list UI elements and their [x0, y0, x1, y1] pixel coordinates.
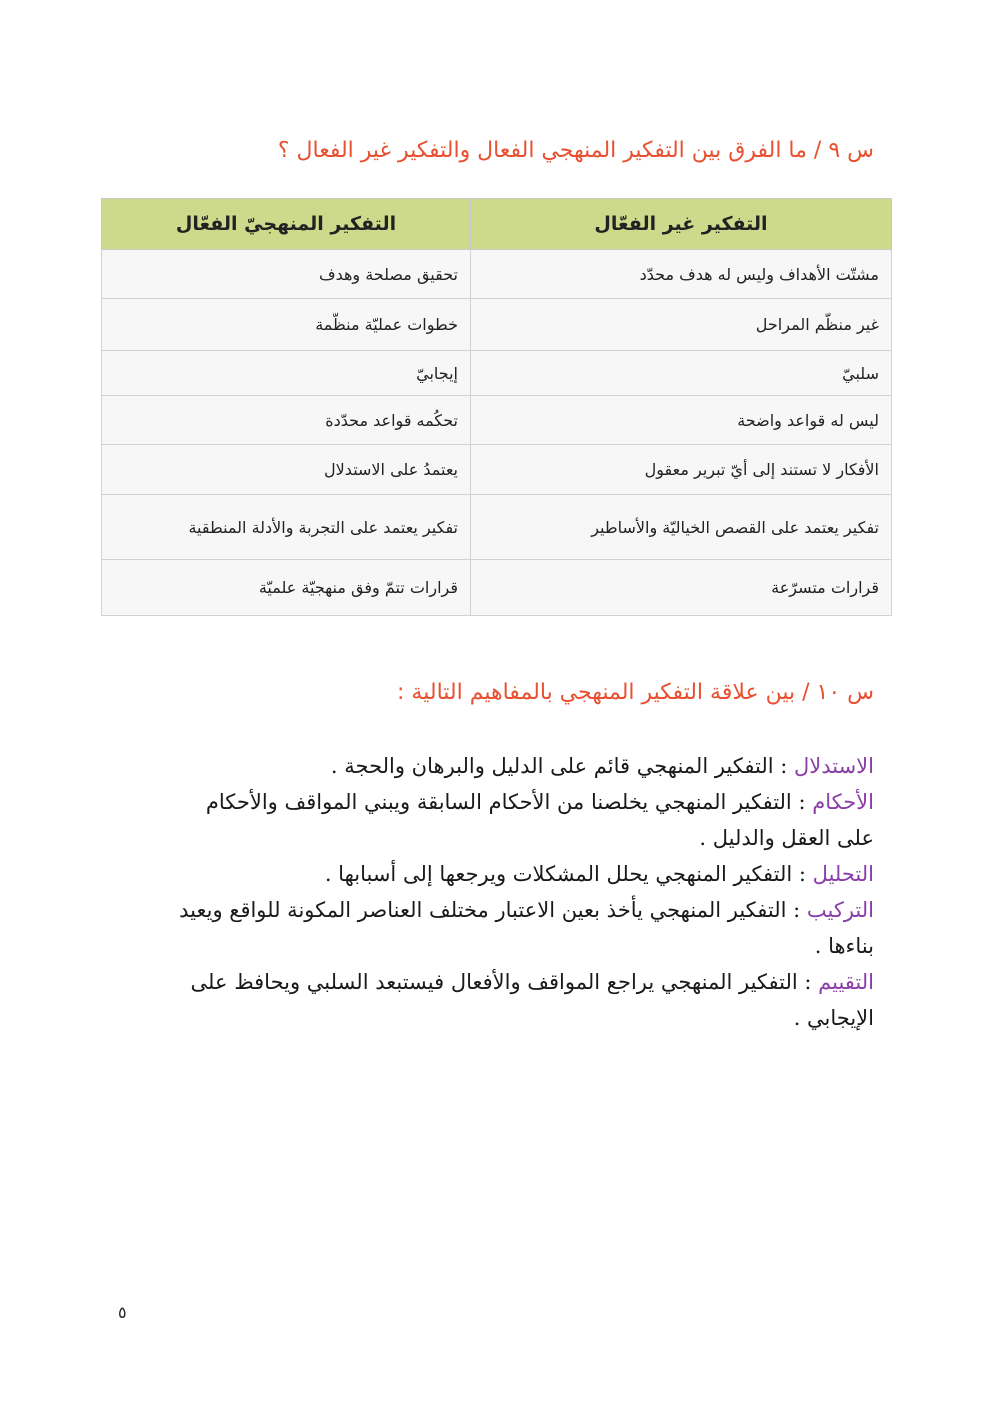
table-row: [102, 299, 892, 351]
table-cell: يعتمدُ على الاستدلال: [102, 445, 471, 495]
table-cell: قرارات متسرّعة: [471, 560, 892, 616]
table-row: [102, 351, 892, 396]
table-cell: تحكُمه قواعد محدّدة: [102, 396, 471, 445]
concept-description: : التفكير المنهجي يخلصنا من الأحكام السابقة ويبني المواقف والأحكام على العقل والدليل .: [205, 790, 874, 850]
concept-description: : التفكير المنهجي يأخذ بعين الاعتبار مختلف العناصر المكونة للواقع ويعيد بناءها .: [179, 898, 874, 958]
comparison-table: [101, 198, 892, 616]
question-10-heading: س ١٠ / بين علاقة التفكير المنهجي بالمفاهيم التالية :: [397, 680, 874, 705]
concept-term: التقييم: [818, 970, 874, 994]
concept-item-evaluation: [174, 964, 874, 1036]
header-ineffective-thinking: التفكير غير الفعّال: [471, 199, 892, 250]
concept-term: الأحكام: [812, 790, 874, 814]
table-cell: قرارات تتمّ وفق منهجيّة علميّة: [102, 560, 471, 616]
table-row: [102, 396, 892, 445]
concept-term: التركيب: [806, 898, 874, 922]
page-number: ٥: [118, 1303, 127, 1322]
table-row: [102, 250, 892, 299]
concept-description: : التفكير المنهجي قائم على الدليل والبرهان والحجة .: [330, 754, 794, 778]
header-effective-methodical-thinking: التفكير المنهجيّ الفعّال: [102, 199, 471, 250]
concept-item-analysis: [174, 856, 874, 892]
table-cell: الأفكار لا تستند إلى أيّ تبرير معقول: [471, 445, 892, 495]
concept-item-inference: [174, 748, 874, 784]
table-row: [102, 495, 892, 560]
concept-item-judgments: [174, 784, 874, 856]
concept-item-synthesis: [174, 892, 874, 964]
concept-term: التحليل: [812, 862, 874, 886]
table-cell: تفكير يعتمد على التجربة والأدلة المنطقية: [102, 495, 471, 560]
table-cell: مشتّت الأهداف وليس له هدف محدّد: [471, 250, 892, 299]
table-cell: غير منظّم المراحل: [471, 299, 892, 351]
table-row: [102, 445, 892, 495]
table-cell: تحقيق مصلحة وهدف: [102, 250, 471, 299]
table-cell: سلبيّ: [471, 351, 892, 396]
concept-term: الاستدلال: [793, 754, 874, 778]
concept-description: : التفكير المنهجي يحلل المشكلات ويرجعها إلى أسبابها .: [324, 862, 813, 886]
concepts-list: [174, 748, 874, 1036]
table-header-row: [102, 199, 892, 250]
table-cell: تفكير يعتمد على القصص الخياليّة والأساطير: [471, 495, 892, 560]
table-cell: إيجابيّ: [102, 351, 471, 396]
table-cell: خطوات عمليّة منظّمة: [102, 299, 471, 351]
concept-description: : التفكير المنهجي يراجع المواقف والأفعال فيستبعد السلبي ويحافظ على الإيجابي .: [190, 970, 874, 1030]
question-9-heading: س ٩ / ما الفرق بين التفكير المنهجي الفعال والتفكير غير الفعال ؟: [277, 138, 874, 163]
table-cell: ليس له قواعد واضحة: [471, 396, 892, 445]
table-row: [102, 560, 892, 616]
